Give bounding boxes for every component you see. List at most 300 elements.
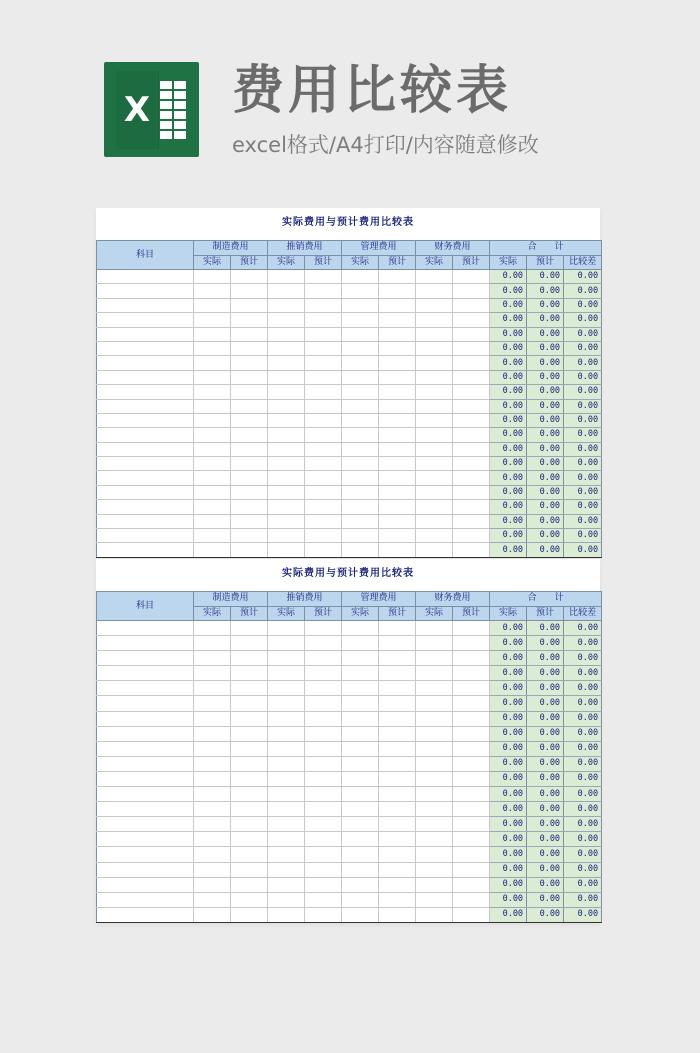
total-cell[interactable]: 0.00 xyxy=(490,892,527,907)
value-cell[interactable] xyxy=(342,385,379,399)
total-cell[interactable]: 0.00 xyxy=(564,356,602,370)
value-cell[interactable] xyxy=(194,696,231,711)
value-cell[interactable] xyxy=(416,892,453,907)
subject-cell[interactable] xyxy=(97,666,194,681)
value-cell[interactable] xyxy=(194,636,231,651)
value-cell[interactable] xyxy=(416,681,453,696)
value-cell[interactable] xyxy=(268,787,305,802)
total-cell[interactable]: 0.00 xyxy=(564,500,602,514)
total-cell[interactable]: 0.00 xyxy=(527,356,564,370)
total-cell[interactable]: 0.00 xyxy=(490,270,527,284)
value-cell[interactable] xyxy=(231,726,268,741)
value-cell[interactable] xyxy=(194,543,231,557)
value-cell[interactable] xyxy=(342,413,379,427)
value-cell[interactable] xyxy=(305,681,342,696)
value-cell[interactable] xyxy=(379,442,416,456)
value-cell[interactable] xyxy=(416,817,453,832)
subject-cell[interactable] xyxy=(97,771,194,786)
value-cell[interactable] xyxy=(379,457,416,471)
total-cell[interactable]: 0.00 xyxy=(564,399,602,413)
value-cell[interactable] xyxy=(231,313,268,327)
total-cell[interactable]: 0.00 xyxy=(490,356,527,370)
value-cell[interactable] xyxy=(194,756,231,771)
value-cell[interactable] xyxy=(194,327,231,341)
total-cell[interactable]: 0.00 xyxy=(490,726,527,741)
value-cell[interactable] xyxy=(453,756,490,771)
subject-cell[interactable] xyxy=(97,847,194,862)
value-cell[interactable] xyxy=(268,877,305,892)
value-cell[interactable] xyxy=(453,514,490,528)
value-cell[interactable] xyxy=(416,442,453,456)
value-cell[interactable] xyxy=(453,907,490,922)
value-cell[interactable] xyxy=(342,651,379,666)
value-cell[interactable] xyxy=(305,787,342,802)
value-cell[interactable] xyxy=(379,385,416,399)
value-cell[interactable] xyxy=(453,771,490,786)
value-cell[interactable] xyxy=(416,787,453,802)
value-cell[interactable] xyxy=(342,298,379,312)
value-cell[interactable] xyxy=(379,500,416,514)
value-cell[interactable] xyxy=(268,862,305,877)
value-cell[interactable] xyxy=(194,862,231,877)
total-cell[interactable]: 0.00 xyxy=(564,907,602,922)
value-cell[interactable] xyxy=(453,892,490,907)
value-cell[interactable] xyxy=(231,457,268,471)
value-cell[interactable] xyxy=(453,621,490,636)
total-cell[interactable]: 0.00 xyxy=(564,298,602,312)
subject-cell[interactable] xyxy=(97,413,194,427)
subject-cell[interactable] xyxy=(97,356,194,370)
total-cell[interactable]: 0.00 xyxy=(564,370,602,384)
value-cell[interactable] xyxy=(453,385,490,399)
value-cell[interactable] xyxy=(231,413,268,427)
total-cell[interactable]: 0.00 xyxy=(527,892,564,907)
value-cell[interactable] xyxy=(268,298,305,312)
value-cell[interactable] xyxy=(416,284,453,298)
value-cell[interactable] xyxy=(305,284,342,298)
value-cell[interactable] xyxy=(268,696,305,711)
value-cell[interactable] xyxy=(379,413,416,427)
value-cell[interactable] xyxy=(379,356,416,370)
total-cell[interactable]: 0.00 xyxy=(564,457,602,471)
value-cell[interactable] xyxy=(268,907,305,922)
value-cell[interactable] xyxy=(416,907,453,922)
total-cell[interactable]: 0.00 xyxy=(564,862,602,877)
value-cell[interactable] xyxy=(305,370,342,384)
value-cell[interactable] xyxy=(268,771,305,786)
subject-cell[interactable] xyxy=(97,711,194,726)
value-cell[interactable] xyxy=(342,621,379,636)
total-cell[interactable]: 0.00 xyxy=(564,726,602,741)
value-cell[interactable] xyxy=(453,500,490,514)
value-cell[interactable] xyxy=(379,543,416,557)
value-cell[interactable] xyxy=(268,726,305,741)
total-cell[interactable]: 0.00 xyxy=(527,636,564,651)
value-cell[interactable] xyxy=(194,726,231,741)
value-cell[interactable] xyxy=(305,666,342,681)
value-cell[interactable] xyxy=(231,877,268,892)
value-cell[interactable] xyxy=(416,543,453,557)
value-cell[interactable] xyxy=(231,327,268,341)
value-cell[interactable] xyxy=(268,485,305,499)
total-cell[interactable]: 0.00 xyxy=(490,529,527,543)
value-cell[interactable] xyxy=(231,471,268,485)
total-cell[interactable]: 0.00 xyxy=(527,817,564,832)
value-cell[interactable] xyxy=(305,457,342,471)
value-cell[interactable] xyxy=(453,485,490,499)
total-cell[interactable]: 0.00 xyxy=(527,666,564,681)
value-cell[interactable] xyxy=(342,313,379,327)
total-cell[interactable]: 0.00 xyxy=(527,270,564,284)
total-cell[interactable]: 0.00 xyxy=(490,284,527,298)
value-cell[interactable] xyxy=(194,442,231,456)
value-cell[interactable] xyxy=(305,442,342,456)
value-cell[interactable] xyxy=(342,877,379,892)
total-cell[interactable]: 0.00 xyxy=(527,877,564,892)
value-cell[interactable] xyxy=(305,471,342,485)
value-cell[interactable] xyxy=(453,284,490,298)
subject-cell[interactable] xyxy=(97,385,194,399)
value-cell[interactable] xyxy=(268,892,305,907)
value-cell[interactable] xyxy=(268,681,305,696)
total-cell[interactable]: 0.00 xyxy=(564,696,602,711)
total-cell[interactable]: 0.00 xyxy=(490,756,527,771)
value-cell[interactable] xyxy=(231,298,268,312)
value-cell[interactable] xyxy=(231,907,268,922)
value-cell[interactable] xyxy=(305,817,342,832)
total-cell[interactable]: 0.00 xyxy=(527,711,564,726)
value-cell[interactable] xyxy=(342,802,379,817)
total-cell[interactable]: 0.00 xyxy=(527,370,564,384)
value-cell[interactable] xyxy=(379,832,416,847)
value-cell[interactable] xyxy=(194,514,231,528)
value-cell[interactable] xyxy=(379,787,416,802)
total-cell[interactable]: 0.00 xyxy=(527,485,564,499)
value-cell[interactable] xyxy=(305,413,342,427)
value-cell[interactable] xyxy=(194,356,231,370)
value-cell[interactable] xyxy=(379,681,416,696)
value-cell[interactable] xyxy=(453,862,490,877)
value-cell[interactable] xyxy=(453,356,490,370)
total-cell[interactable]: 0.00 xyxy=(490,877,527,892)
value-cell[interactable] xyxy=(379,756,416,771)
value-cell[interactable] xyxy=(231,356,268,370)
value-cell[interactable] xyxy=(194,413,231,427)
value-cell[interactable] xyxy=(342,681,379,696)
value-cell[interactable] xyxy=(416,726,453,741)
value-cell[interactable] xyxy=(416,877,453,892)
value-cell[interactable] xyxy=(453,413,490,427)
value-cell[interactable] xyxy=(416,666,453,681)
total-cell[interactable]: 0.00 xyxy=(490,636,527,651)
total-cell[interactable]: 0.00 xyxy=(564,442,602,456)
value-cell[interactable] xyxy=(268,284,305,298)
subject-cell[interactable] xyxy=(97,399,194,413)
total-cell[interactable]: 0.00 xyxy=(490,907,527,922)
value-cell[interactable] xyxy=(379,621,416,636)
value-cell[interactable] xyxy=(342,341,379,355)
total-cell[interactable]: 0.00 xyxy=(527,771,564,786)
value-cell[interactable] xyxy=(416,313,453,327)
value-cell[interactable] xyxy=(305,341,342,355)
total-cell[interactable]: 0.00 xyxy=(527,741,564,756)
value-cell[interactable] xyxy=(268,847,305,862)
subject-cell[interactable] xyxy=(97,832,194,847)
total-cell[interactable]: 0.00 xyxy=(490,327,527,341)
value-cell[interactable] xyxy=(194,681,231,696)
value-cell[interactable] xyxy=(194,270,231,284)
value-cell[interactable] xyxy=(305,298,342,312)
value-cell[interactable] xyxy=(379,471,416,485)
value-cell[interactable] xyxy=(379,399,416,413)
value-cell[interactable] xyxy=(379,327,416,341)
value-cell[interactable] xyxy=(305,529,342,543)
value-cell[interactable] xyxy=(231,428,268,442)
total-cell[interactable]: 0.00 xyxy=(490,621,527,636)
total-cell[interactable]: 0.00 xyxy=(527,696,564,711)
total-cell[interactable]: 0.00 xyxy=(564,847,602,862)
value-cell[interactable] xyxy=(342,741,379,756)
value-cell[interactable] xyxy=(268,370,305,384)
value-cell[interactable] xyxy=(231,284,268,298)
value-cell[interactable] xyxy=(416,471,453,485)
value-cell[interactable] xyxy=(305,621,342,636)
subject-cell[interactable] xyxy=(97,877,194,892)
value-cell[interactable] xyxy=(453,399,490,413)
value-cell[interactable] xyxy=(453,741,490,756)
value-cell[interactable] xyxy=(453,802,490,817)
total-cell[interactable]: 0.00 xyxy=(490,696,527,711)
total-cell[interactable]: 0.00 xyxy=(527,514,564,528)
subject-cell[interactable] xyxy=(97,284,194,298)
value-cell[interactable] xyxy=(305,399,342,413)
value-cell[interactable] xyxy=(231,621,268,636)
total-cell[interactable]: 0.00 xyxy=(490,471,527,485)
value-cell[interactable] xyxy=(379,270,416,284)
value-cell[interactable] xyxy=(416,636,453,651)
value-cell[interactable] xyxy=(416,514,453,528)
value-cell[interactable] xyxy=(453,832,490,847)
value-cell[interactable] xyxy=(194,771,231,786)
value-cell[interactable] xyxy=(268,514,305,528)
total-cell[interactable]: 0.00 xyxy=(490,370,527,384)
total-cell[interactable]: 0.00 xyxy=(527,442,564,456)
value-cell[interactable] xyxy=(379,514,416,528)
value-cell[interactable] xyxy=(231,442,268,456)
value-cell[interactable] xyxy=(342,696,379,711)
subject-cell[interactable] xyxy=(97,651,194,666)
value-cell[interactable] xyxy=(453,428,490,442)
value-cell[interactable] xyxy=(342,636,379,651)
value-cell[interactable] xyxy=(194,500,231,514)
value-cell[interactable] xyxy=(305,543,342,557)
value-cell[interactable] xyxy=(453,636,490,651)
value-cell[interactable] xyxy=(342,428,379,442)
total-cell[interactable]: 0.00 xyxy=(564,711,602,726)
value-cell[interactable] xyxy=(453,877,490,892)
value-cell[interactable] xyxy=(268,817,305,832)
value-cell[interactable] xyxy=(342,787,379,802)
value-cell[interactable] xyxy=(416,771,453,786)
subject-cell[interactable] xyxy=(97,636,194,651)
value-cell[interactable] xyxy=(342,892,379,907)
value-cell[interactable] xyxy=(453,442,490,456)
value-cell[interactable] xyxy=(231,787,268,802)
total-cell[interactable]: 0.00 xyxy=(527,327,564,341)
value-cell[interactable] xyxy=(231,802,268,817)
value-cell[interactable] xyxy=(416,696,453,711)
value-cell[interactable] xyxy=(194,741,231,756)
value-cell[interactable] xyxy=(416,327,453,341)
value-cell[interactable] xyxy=(268,666,305,681)
value-cell[interactable] xyxy=(305,877,342,892)
value-cell[interactable] xyxy=(416,529,453,543)
value-cell[interactable] xyxy=(268,399,305,413)
value-cell[interactable] xyxy=(231,370,268,384)
total-cell[interactable]: 0.00 xyxy=(490,413,527,427)
value-cell[interactable] xyxy=(342,500,379,514)
value-cell[interactable] xyxy=(342,485,379,499)
value-cell[interactable] xyxy=(231,892,268,907)
value-cell[interactable] xyxy=(194,802,231,817)
total-cell[interactable]: 0.00 xyxy=(564,636,602,651)
value-cell[interactable] xyxy=(268,756,305,771)
total-cell[interactable]: 0.00 xyxy=(490,711,527,726)
value-cell[interactable] xyxy=(194,284,231,298)
value-cell[interactable] xyxy=(305,270,342,284)
value-cell[interactable] xyxy=(342,270,379,284)
total-cell[interactable]: 0.00 xyxy=(564,787,602,802)
value-cell[interactable] xyxy=(379,877,416,892)
value-cell[interactable] xyxy=(305,756,342,771)
value-cell[interactable] xyxy=(231,862,268,877)
value-cell[interactable] xyxy=(416,428,453,442)
value-cell[interactable] xyxy=(231,485,268,499)
value-cell[interactable] xyxy=(416,862,453,877)
value-cell[interactable] xyxy=(416,356,453,370)
total-cell[interactable]: 0.00 xyxy=(527,428,564,442)
total-cell[interactable]: 0.00 xyxy=(490,771,527,786)
value-cell[interactable] xyxy=(453,651,490,666)
value-cell[interactable] xyxy=(416,802,453,817)
total-cell[interactable]: 0.00 xyxy=(490,485,527,499)
value-cell[interactable] xyxy=(268,529,305,543)
value-cell[interactable] xyxy=(194,817,231,832)
subject-cell[interactable] xyxy=(97,756,194,771)
value-cell[interactable] xyxy=(379,696,416,711)
value-cell[interactable] xyxy=(416,270,453,284)
value-cell[interactable] xyxy=(305,771,342,786)
total-cell[interactable]: 0.00 xyxy=(564,385,602,399)
subject-cell[interactable] xyxy=(97,471,194,485)
value-cell[interactable] xyxy=(453,847,490,862)
total-cell[interactable]: 0.00 xyxy=(564,284,602,298)
value-cell[interactable] xyxy=(268,457,305,471)
value-cell[interactable] xyxy=(416,485,453,499)
subject-cell[interactable] xyxy=(97,298,194,312)
value-cell[interactable] xyxy=(379,771,416,786)
value-cell[interactable] xyxy=(305,485,342,499)
total-cell[interactable]: 0.00 xyxy=(527,651,564,666)
value-cell[interactable] xyxy=(453,666,490,681)
value-cell[interactable] xyxy=(416,457,453,471)
value-cell[interactable] xyxy=(194,385,231,399)
total-cell[interactable]: 0.00 xyxy=(527,385,564,399)
subject-cell[interactable] xyxy=(97,862,194,877)
value-cell[interactable] xyxy=(416,385,453,399)
total-cell[interactable]: 0.00 xyxy=(490,651,527,666)
subject-cell[interactable] xyxy=(97,529,194,543)
total-cell[interactable]: 0.00 xyxy=(564,413,602,427)
subject-cell[interactable] xyxy=(97,428,194,442)
value-cell[interactable] xyxy=(231,529,268,543)
value-cell[interactable] xyxy=(379,313,416,327)
value-cell[interactable] xyxy=(231,270,268,284)
value-cell[interactable] xyxy=(268,802,305,817)
total-cell[interactable]: 0.00 xyxy=(564,741,602,756)
value-cell[interactable] xyxy=(231,651,268,666)
value-cell[interactable] xyxy=(268,711,305,726)
value-cell[interactable] xyxy=(194,529,231,543)
value-cell[interactable] xyxy=(342,756,379,771)
value-cell[interactable] xyxy=(268,832,305,847)
value-cell[interactable] xyxy=(231,341,268,355)
value-cell[interactable] xyxy=(342,284,379,298)
total-cell[interactable]: 0.00 xyxy=(527,832,564,847)
value-cell[interactable] xyxy=(268,651,305,666)
value-cell[interactable] xyxy=(268,327,305,341)
value-cell[interactable] xyxy=(453,726,490,741)
total-cell[interactable]: 0.00 xyxy=(527,543,564,557)
total-cell[interactable]: 0.00 xyxy=(527,756,564,771)
total-cell[interactable]: 0.00 xyxy=(490,500,527,514)
value-cell[interactable] xyxy=(305,636,342,651)
total-cell[interactable]: 0.00 xyxy=(490,514,527,528)
value-cell[interactable] xyxy=(416,621,453,636)
total-cell[interactable]: 0.00 xyxy=(490,385,527,399)
value-cell[interactable] xyxy=(231,741,268,756)
value-cell[interactable] xyxy=(453,471,490,485)
value-cell[interactable] xyxy=(268,636,305,651)
value-cell[interactable] xyxy=(268,442,305,456)
subject-cell[interactable] xyxy=(97,817,194,832)
total-cell[interactable]: 0.00 xyxy=(564,892,602,907)
total-cell[interactable]: 0.00 xyxy=(564,802,602,817)
total-cell[interactable]: 0.00 xyxy=(564,771,602,786)
value-cell[interactable] xyxy=(194,892,231,907)
total-cell[interactable]: 0.00 xyxy=(564,327,602,341)
total-cell[interactable]: 0.00 xyxy=(490,817,527,832)
value-cell[interactable] xyxy=(231,636,268,651)
total-cell[interactable]: 0.00 xyxy=(490,457,527,471)
subject-cell[interactable] xyxy=(97,514,194,528)
value-cell[interactable] xyxy=(342,543,379,557)
value-cell[interactable] xyxy=(342,726,379,741)
value-cell[interactable] xyxy=(453,457,490,471)
value-cell[interactable] xyxy=(416,756,453,771)
value-cell[interactable] xyxy=(268,543,305,557)
value-cell[interactable] xyxy=(305,385,342,399)
value-cell[interactable] xyxy=(416,341,453,355)
value-cell[interactable] xyxy=(379,802,416,817)
value-cell[interactable] xyxy=(305,327,342,341)
value-cell[interactable] xyxy=(416,847,453,862)
total-cell[interactable]: 0.00 xyxy=(564,832,602,847)
value-cell[interactable] xyxy=(379,529,416,543)
total-cell[interactable]: 0.00 xyxy=(527,457,564,471)
value-cell[interactable] xyxy=(231,399,268,413)
value-cell[interactable] xyxy=(416,741,453,756)
